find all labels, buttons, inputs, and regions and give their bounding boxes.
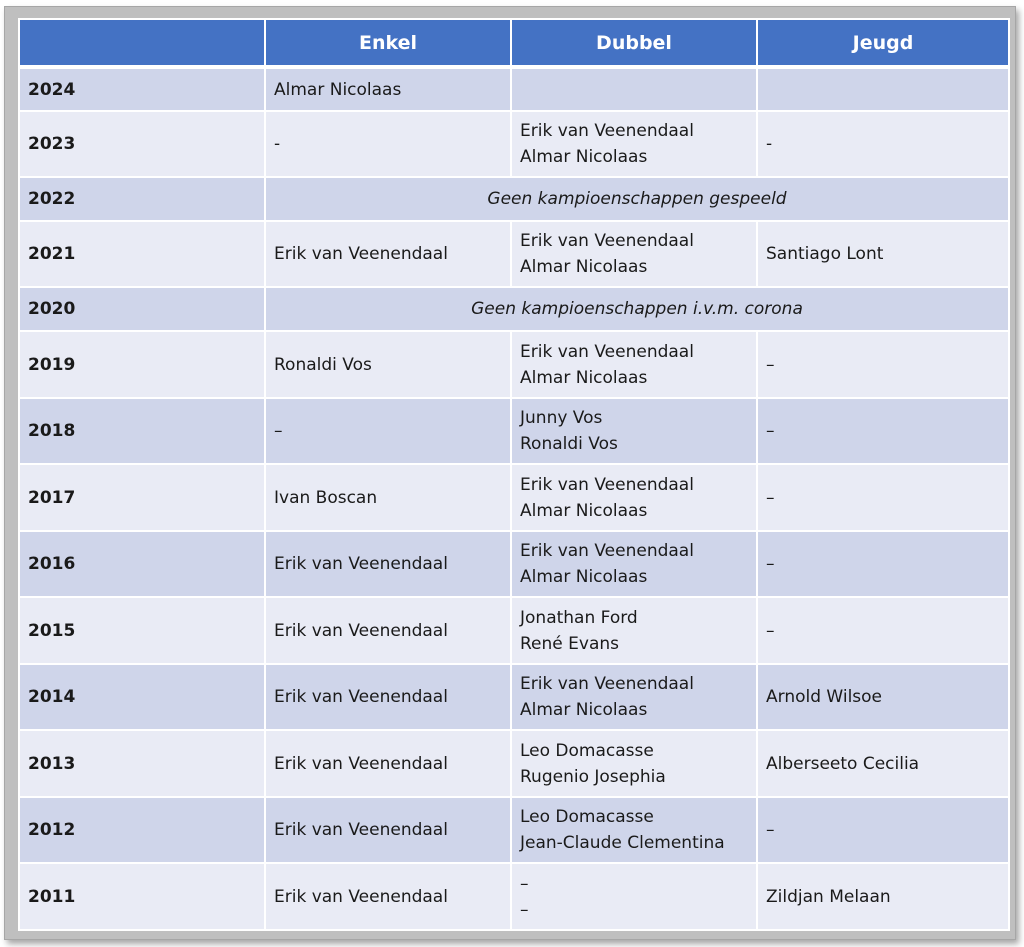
table-row [19, 287, 1009, 331]
enkel-cell: Ronaldi Vos [265, 331, 511, 398]
header-row [19, 19, 1009, 67]
jeugd-cell [757, 67, 1009, 111]
dubbel-player-1: Erik van Veenendaal [520, 341, 694, 362]
enkel-cell: Erik van Veenendaal [265, 597, 511, 664]
dubbel-player-2: Almar Nicolaas [520, 257, 648, 277]
year-cell: 2021 [19, 221, 265, 287]
dubbel-player-1: Leo Domacasse [520, 740, 654, 761]
table-row [19, 177, 1009, 221]
year-cell: 2014 [19, 664, 265, 730]
dubbel-cell [511, 531, 757, 597]
dubbel-player-1: Junny Vos [520, 408, 603, 428]
dubbel-player-1: Jonathan Ford [520, 607, 638, 628]
note-cell: Geen kampioenschappen gespeeld [265, 177, 1009, 221]
dubbel-player-2: Jean-Claude Clementina [520, 833, 725, 853]
year-cell: 2017 [19, 464, 265, 531]
table-row [19, 797, 1009, 863]
dubbel-cell [511, 398, 757, 464]
year-cell: 2015 [19, 597, 265, 664]
header-jeugd: Jeugd [757, 19, 1009, 67]
dubbel-player-1: Erik van Veenendaal [520, 231, 694, 251]
year-cell: 2012 [19, 797, 265, 863]
enkel-cell: Erik van Veenendaal [265, 664, 511, 730]
header-enkel: Enkel [265, 19, 511, 67]
dubbel-cell [511, 664, 757, 730]
year-cell: 2011 [19, 863, 265, 930]
dubbel-player-1: Leo Domacasse [520, 807, 654, 827]
year-cell: 2023 [19, 111, 265, 177]
dubbel-player-1: Erik van Veenendaal [520, 541, 694, 561]
table-row [19, 531, 1009, 597]
championship-table [18, 18, 1010, 931]
jeugd-cell: – [757, 331, 1009, 398]
dubbel-cell [511, 464, 757, 531]
table-row [19, 664, 1009, 730]
header-year [19, 19, 265, 67]
year-cell: 2020 [19, 287, 265, 331]
table-row [19, 597, 1009, 664]
note-cell: Geen kampioenschappen i.v.m. corona [265, 287, 1009, 331]
enkel-cell: Ivan Boscan [265, 464, 511, 531]
enkel-cell: Erik van Veenendaal [265, 797, 511, 863]
table-row [19, 331, 1009, 398]
year-cell: 2019 [19, 331, 265, 398]
dubbel-cell [511, 597, 757, 664]
dubbel-player-2: Almar Nicolaas [520, 567, 648, 587]
dubbel-cell [511, 111, 757, 177]
jeugd-cell: Alberseeto Cecilia [757, 730, 1009, 797]
table-row [19, 111, 1009, 177]
dubbel-player-2: Almar Nicolaas [520, 500, 648, 521]
enkel-cell: Almar Nicolaas [265, 67, 511, 111]
table-row [19, 730, 1009, 797]
dubbel-player-1: Erik van Veenendaal [520, 121, 694, 141]
dubbel-player-1: Erik van Veenendaal [520, 674, 694, 694]
table-row [19, 398, 1009, 464]
dubbel-player-2: Ronaldi Vos [520, 434, 618, 454]
dubbel-player-2: Almar Nicolaas [520, 367, 648, 388]
enkel-cell: Erik van Veenendaal [265, 863, 511, 930]
header-dubbel: Dubbel [511, 19, 757, 67]
table-row [19, 464, 1009, 531]
dubbel-player-1: Erik van Veenendaal [520, 474, 694, 495]
enkel-cell: Erik van Veenendaal [265, 221, 511, 287]
year-cell: 2016 [19, 531, 265, 597]
dubbel-cell [511, 797, 757, 863]
dubbel-cell [511, 67, 757, 111]
jeugd-cell: – [757, 797, 1009, 863]
enkel-cell: – [265, 398, 511, 464]
dubbel-player-2: Almar Nicolaas [520, 700, 648, 720]
jeugd-cell: – [757, 398, 1009, 464]
dubbel-player-2: – [520, 899, 529, 920]
dubbel-player-2: Almar Nicolaas [520, 147, 648, 167]
jeugd-cell: Arnold Wilsoe [757, 664, 1009, 730]
table-frame [4, 6, 1016, 940]
jeugd-cell: – [757, 597, 1009, 664]
dubbel-player-1: – [520, 873, 529, 894]
dubbel-cell [511, 331, 757, 398]
dubbel-cell [511, 730, 757, 797]
jeugd-cell: Santiago Lont [757, 221, 1009, 287]
dubbel-player-2: Rugenio Josephia [520, 766, 666, 787]
enkel-cell: Erik van Veenendaal [265, 730, 511, 797]
table-row [19, 221, 1009, 287]
jeugd-cell: – [757, 464, 1009, 531]
dubbel-cell [511, 221, 757, 287]
dubbel-player-2: René Evans [520, 633, 619, 654]
year-cell: 2013 [19, 730, 265, 797]
enkel-cell: Erik van Veenendaal [265, 531, 511, 597]
year-cell: 2022 [19, 177, 265, 221]
table-row [19, 67, 1009, 111]
jeugd-cell: – [757, 531, 1009, 597]
jeugd-cell: Zildjan Melaan [757, 863, 1009, 930]
jeugd-cell: - [757, 111, 1009, 177]
dubbel-cell [511, 863, 757, 930]
year-cell: 2018 [19, 398, 265, 464]
table-row [19, 863, 1009, 930]
year-cell: 2024 [19, 67, 265, 111]
enkel-cell: - [265, 111, 511, 177]
